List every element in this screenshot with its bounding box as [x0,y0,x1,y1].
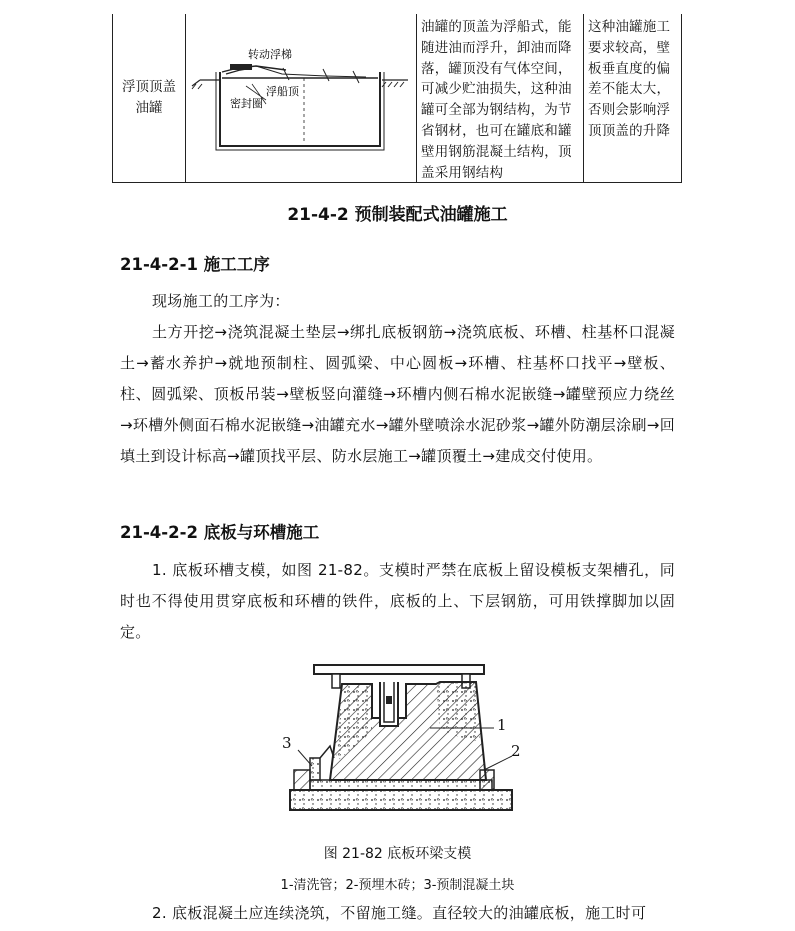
paragraph-process: 土方开挖→浇筑混凝土垫层→绑扎底板钢筋→浇筑底板、环槽、柱基杯口混凝土→蓄水养护→就地预制柱、圆弧梁、中心圆板→环槽、柱基杯口找平→壁板、柱、圆弧梁、顶板吊装→壁板竖向灌缝→环槽内侧石棉水泥嵌缝→罐壁预应力绕丝→环槽外侧面石棉水泥嵌缝→油罐充水→罐外壁喷涂水泥砂浆→罐外防潮层涂刷→回填土到设计标高→罐顶找平层、防水层施工→罐顶覆土→建成交付使用。 [120,323,675,465]
tank-name-cell [113,14,185,182]
tank-name: 浮顶顶盖 油罐 [122,79,176,116]
formwork-drawing [280,662,520,812]
seal-label: 密封圈 [230,97,263,110]
paragraph-item-1: 1. 底板环槽支模，如图 21-82。支模时严禁在底板上留设模板支架槽孔，同时也不得使用贯穿底板和环槽的铁件，底板的上、下层钢筋，可用铁撑脚加以固定。 [120,561,675,641]
tank-description: 油罐的顶盖为浮船式，能随进油而浮升，卸油而降落，罐顶没有气体空间，可减少贮油损失，这种油罐可全部为钢结构，为节省钢材，也可在罐底和罐壁用钢筋混凝土结构，顶盖采用钢结构 [421,19,572,181]
heading-base-slab: 21-4-2-2 底板与环槽施工 [120,523,320,542]
heading-construction-process: 21-4-2-1 施工工序 [120,255,270,274]
paragraph-item-2: 2. 底板混凝土应连续浇筑，不留施工缝。直径较大的油罐底板，施工时可 [152,904,647,922]
figure-legend: 1-清洗管；2-预埋木砖；3-预制混凝土块 [280,878,515,893]
section-title: 21-4-2 预制装配式油罐施工 [287,205,508,225]
tank-note-cell [583,14,682,182]
ladder-label: 转动浮梯 [248,48,292,61]
tank-note: 这种油罐施工要求较高，壁板垂直度的偏差不能太大，否则会影响浮顶顶盖的升降 [588,19,671,139]
tank-description-cell [416,14,583,182]
figure-label-3: 3 [282,734,292,752]
floating-roof-tank-diagram [186,14,416,183]
tank-type-table [112,14,682,183]
paragraph-intro: 现场施工的工序为： [152,292,290,310]
figure-label-2: 2 [511,742,521,760]
figure-label-1: 1 [497,716,507,734]
roof-label: 浮船顶 [266,85,299,98]
formwork-figure [280,662,520,812]
figure-caption: 图 21-82 底板环梁支模 [323,846,472,862]
floating-roof-diagram-cell [186,14,416,182]
